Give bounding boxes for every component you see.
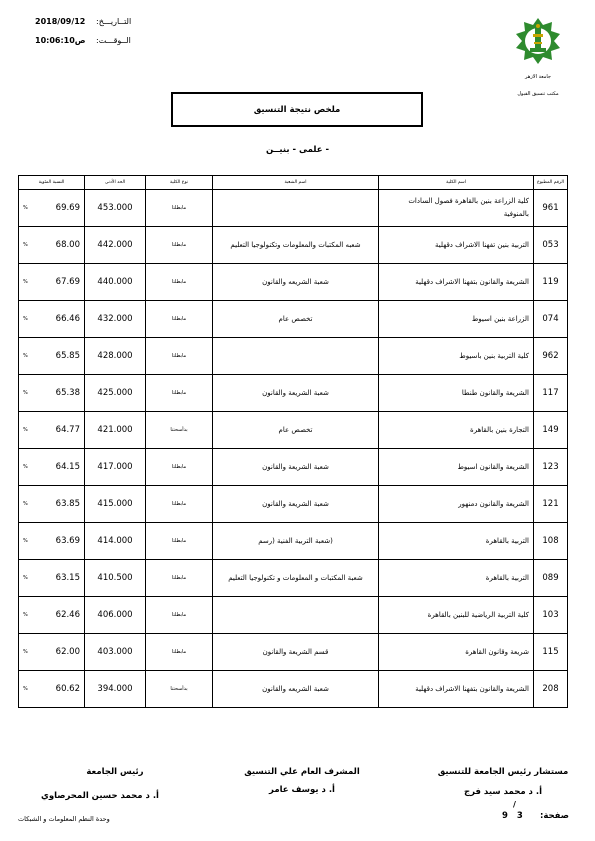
table-row xyxy=(19,671,568,708)
branch-cell: شعبه المكتبات والمعلومات وتكنولوجيا التعليم xyxy=(213,227,379,264)
pct-symbol: % xyxy=(23,353,28,359)
code-cell: 119 xyxy=(534,264,568,301)
branch-cell: (شعبة التربية الفنية (رسم xyxy=(213,523,379,560)
col-type-header: نوع الكلية xyxy=(146,176,213,190)
pct-cell xyxy=(19,301,85,338)
page-subtitle: - علمى - بنيــن xyxy=(265,145,330,155)
table-row xyxy=(19,301,568,338)
president-name: أ. د محمد حسين المحرصاوي xyxy=(41,791,159,801)
type-cell: مابطلتا xyxy=(146,597,213,634)
college-cell: التربية بنين تفهنا الاشراف دقهلية xyxy=(379,227,534,264)
pct-cell xyxy=(19,190,85,227)
pct-value: 65.85 xyxy=(55,351,80,361)
pct-symbol: % xyxy=(23,205,28,211)
college-cell: شريعة وقانون القاهرة xyxy=(379,634,534,671)
branch-cell: شعبة المكتبات و المعلومات و تكنولوجيا التعليم xyxy=(213,560,379,597)
pct-value: 64.77 xyxy=(55,425,80,435)
min-score-cell: 421.000 xyxy=(85,412,146,449)
pct-symbol: % xyxy=(23,649,28,655)
min-score-cell: 442.000 xyxy=(85,227,146,264)
branch-cell: شعبة الشريعة والقانون xyxy=(213,486,379,523)
pct-cell xyxy=(19,375,85,412)
pct-cell xyxy=(19,560,85,597)
col-min-header: الحد الأدنى xyxy=(85,176,146,190)
type-cell: مابطلتا xyxy=(146,264,213,301)
time-value: ص10:06:10 xyxy=(35,36,86,45)
pct-cell xyxy=(19,264,85,301)
code-cell: 117 xyxy=(534,375,568,412)
pct-value: 63.85 xyxy=(55,499,80,509)
type-cell: بدأسحتنا xyxy=(146,671,213,708)
pct-symbol: % xyxy=(23,501,28,507)
min-score-cell: 403.000 xyxy=(85,634,146,671)
type-cell: مابطلتا xyxy=(146,560,213,597)
min-score-cell: 410.500 xyxy=(85,560,146,597)
footer-unit: وحدة النظم المعلومات و الشبكات xyxy=(18,815,110,823)
pct-cell xyxy=(19,227,85,264)
col-college-header: اسم الكلية xyxy=(379,176,534,190)
min-score-cell: 406.000 xyxy=(85,597,146,634)
branch-cell: شعبة الشريعه والقانون xyxy=(213,671,379,708)
code-cell: 103 xyxy=(534,597,568,634)
table-row xyxy=(19,190,568,227)
type-cell: مابطلتا xyxy=(146,301,213,338)
university-logo-icon xyxy=(513,16,563,66)
college-cell: الزراعة بنين اسيوط xyxy=(379,301,534,338)
type-cell: مابطلتا xyxy=(146,449,213,486)
pct-value: 68.00 xyxy=(55,240,80,250)
table-row xyxy=(19,227,568,264)
page-label: صفحة: xyxy=(540,811,570,821)
code-cell: 121 xyxy=(534,486,568,523)
min-score-cell: 415.000 xyxy=(85,486,146,523)
pct-cell xyxy=(19,671,85,708)
code-cell: 149 xyxy=(534,412,568,449)
table-row xyxy=(19,523,568,560)
office-name: مكتب تنسيق القبول xyxy=(517,91,559,97)
min-score-cell: 425.000 xyxy=(85,375,146,412)
pct-cell xyxy=(19,486,85,523)
branch-cell: شعبة الشريعة والقانون xyxy=(213,449,379,486)
pct-value: 65.38 xyxy=(55,388,80,398)
pct-value: 67.69 xyxy=(55,277,80,287)
code-cell: 074 xyxy=(534,301,568,338)
branch-cell: تخصص عام xyxy=(213,301,379,338)
type-cell: مابطلتا xyxy=(146,227,213,264)
pct-symbol: % xyxy=(23,464,28,470)
code-cell: 115 xyxy=(534,634,568,671)
code-cell: 961 xyxy=(534,190,568,227)
code-cell: 123 xyxy=(534,449,568,486)
pct-symbol: % xyxy=(23,538,28,544)
pct-symbol: % xyxy=(23,242,28,248)
branch-cell xyxy=(213,338,379,375)
table-row xyxy=(19,338,568,375)
min-score-cell: 414.000 xyxy=(85,523,146,560)
col-pct-header: النسبة المئوية xyxy=(19,176,85,190)
date-label: التــاريـــخ: xyxy=(96,17,132,26)
pct-symbol: % xyxy=(23,575,28,581)
pct-symbol: % xyxy=(23,427,28,433)
col-code-header: الرقم المطبوع xyxy=(534,176,568,190)
branch-cell: تخصص عام xyxy=(213,412,379,449)
type-cell: مابطلتا xyxy=(146,486,213,523)
college-cell: التربية بالقاهرة xyxy=(379,560,534,597)
type-cell: مابطلتا xyxy=(146,375,213,412)
table-row xyxy=(19,560,568,597)
page-separator: / xyxy=(513,800,516,809)
table-row xyxy=(19,634,568,671)
code-cell: 108 xyxy=(534,523,568,560)
pct-value: 63.15 xyxy=(55,573,80,583)
branch-cell xyxy=(213,190,379,227)
supervisor-name: أ. د يوسف عامر xyxy=(269,785,335,795)
pct-value: 69.69 xyxy=(55,203,80,213)
pct-cell xyxy=(19,597,85,634)
university-name: جامعة الازهر xyxy=(524,74,552,80)
table-row xyxy=(19,412,568,449)
pct-cell xyxy=(19,449,85,486)
college-cell: كلية التربية بنين باسيوط xyxy=(379,338,534,375)
college-cell: الشريعة والقانون طنطا xyxy=(379,375,534,412)
type-cell: مابطلتا xyxy=(146,523,213,560)
supervisor-title: المشرف العام علي التنسيق xyxy=(244,767,360,777)
pct-symbol: % xyxy=(23,390,28,396)
results-table xyxy=(18,175,568,708)
type-cell: بدأسحتنا xyxy=(146,412,213,449)
pct-cell xyxy=(19,412,85,449)
pct-symbol: % xyxy=(23,279,28,285)
table-row xyxy=(19,375,568,412)
president-title: رئيس الجامعة xyxy=(86,767,144,777)
page-number xyxy=(502,811,523,821)
branch-cell: شعبة الشريعة والقانون xyxy=(213,375,379,412)
table-header-row xyxy=(19,176,568,190)
college-cell: الشريعة والقانون اسيوط xyxy=(379,449,534,486)
table-row xyxy=(19,449,568,486)
min-score-cell: 432.000 xyxy=(85,301,146,338)
pct-cell xyxy=(19,523,85,560)
page-current: 3 xyxy=(516,811,523,821)
pct-value: 63.69 xyxy=(55,536,80,546)
branch-cell: قسم الشريعة والقانون xyxy=(213,634,379,671)
min-score-cell: 428.000 xyxy=(85,338,146,375)
pct-symbol: % xyxy=(23,686,28,692)
college-cell: التربية بالقاهرة xyxy=(379,523,534,560)
pct-value: 62.00 xyxy=(55,647,80,657)
code-cell: 089 xyxy=(534,560,568,597)
pct-value: 60.62 xyxy=(55,684,80,694)
pct-value: 66.46 xyxy=(55,314,80,324)
min-score-cell: 417.000 xyxy=(85,449,146,486)
type-cell: مابطلتا xyxy=(146,338,213,375)
min-score-cell: 440.000 xyxy=(85,264,146,301)
pct-value: 62.46 xyxy=(55,610,80,620)
pct-value: 64.15 xyxy=(55,462,80,472)
code-cell: 053 xyxy=(534,227,568,264)
page-total: 9 xyxy=(502,811,508,821)
advisor-name: أ. د محمد سيد فرج xyxy=(463,787,543,797)
college-cell: كلية الزراعة بنين بالقاهرة فصول السادات بالمنوفية xyxy=(379,190,534,227)
table-row xyxy=(19,264,568,301)
table-row xyxy=(19,597,568,634)
min-score-cell: 453.000 xyxy=(85,190,146,227)
pct-cell xyxy=(19,634,85,671)
date-value: 2018/09/12 xyxy=(35,17,86,26)
col-branch-header: اسم الشعبة xyxy=(213,176,379,190)
pct-symbol: % xyxy=(23,612,28,618)
type-cell: مابطلتا xyxy=(146,190,213,227)
table-row xyxy=(19,486,568,523)
college-cell: الشريعة والقانون دمنهور xyxy=(379,486,534,523)
type-cell: مابطلتا xyxy=(146,634,213,671)
college-cell: التجارة بنين بالقاهرة xyxy=(379,412,534,449)
time-label: الــوقـــت: xyxy=(96,36,131,45)
college-cell: كلية التربية الرياضية للبنين بالقاهرة xyxy=(379,597,534,634)
pct-cell xyxy=(19,338,85,375)
branch-cell: شعبة الشريعه والقانون xyxy=(213,264,379,301)
branch-cell xyxy=(213,597,379,634)
advisor-title: مستشار رئيس الجامعة للتنسيق xyxy=(437,767,569,777)
code-cell: 962 xyxy=(534,338,568,375)
page-title: ملخص نتيجة التنسيق xyxy=(171,92,423,127)
pct-symbol: % xyxy=(23,316,28,322)
min-score-cell: 394.000 xyxy=(85,671,146,708)
college-cell: الشريعة والقانون بتفهنا الاشراف دقهلية xyxy=(379,671,534,708)
college-cell: الشريعة والقانون بتفهنا الاشراف دقهلية xyxy=(379,264,534,301)
code-cell: 208 xyxy=(534,671,568,708)
